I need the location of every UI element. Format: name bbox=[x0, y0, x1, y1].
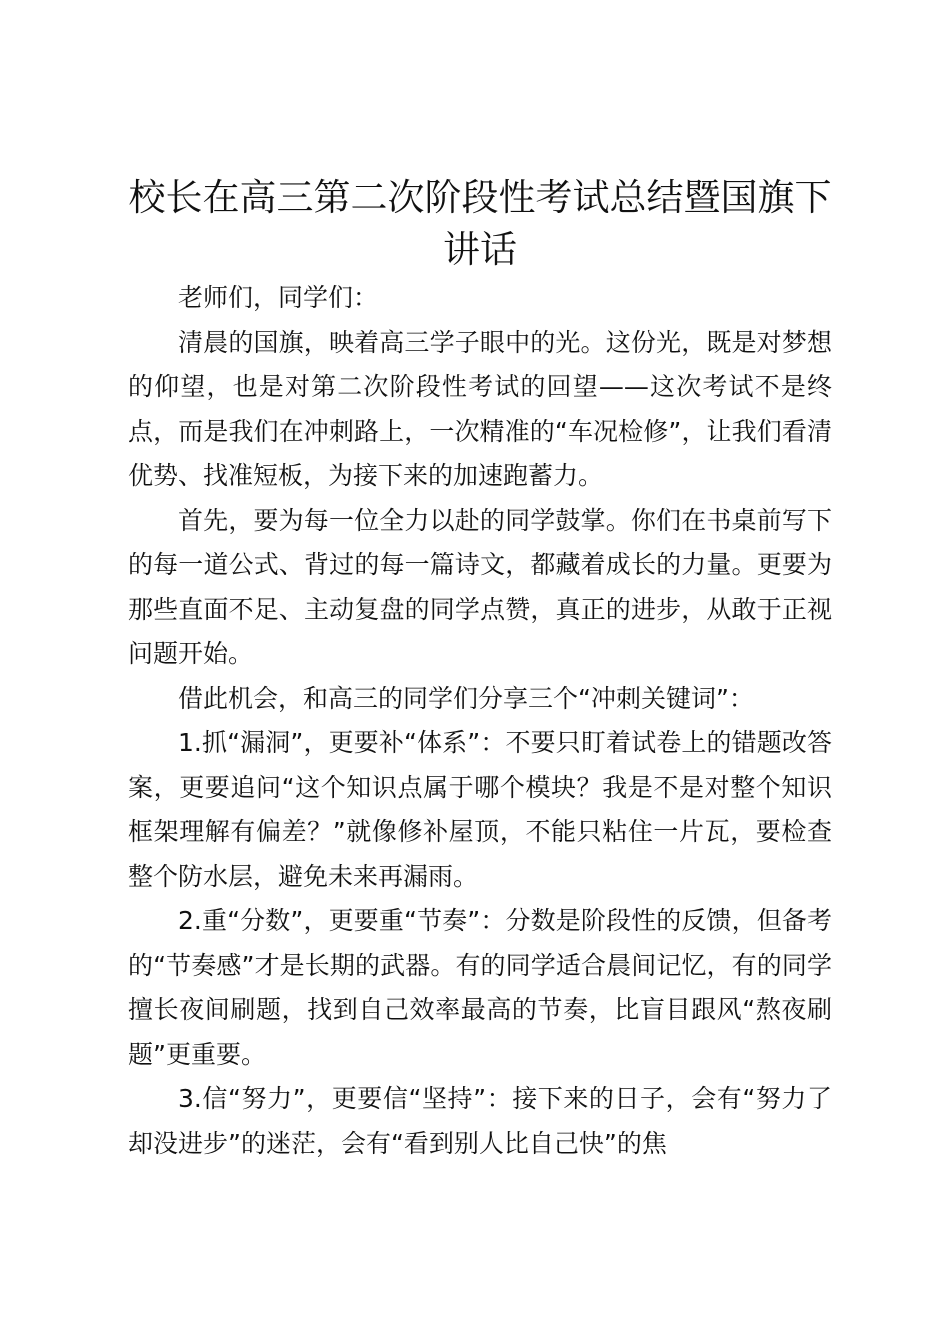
paragraph-praise: 首先，要为每一位全力以赴的同学鼓掌。你们在书桌前写下的每一道公式、背过的每一篇诗文，都藏着成长的力量。更要为那些直面不足、主动复盘的同学点赞，真正的进步，从敢于正视问题开始。 bbox=[128, 505, 832, 668]
document-title: 校长在高三第二次阶段性考试总结暨国旗下讲话 bbox=[128, 176, 832, 271]
document-body bbox=[128, 276, 832, 1166]
paragraph-keywords-lead: 借此机会，和高三的同学们分享三个“冲刺关键词”： bbox=[178, 683, 754, 713]
paragraph-keyword-2: 2.重“分数”，更要重“节奏”：分数是阶段性的反馈，但备考的“节奏感”才是长期的武器。有的同学适合晨间记忆，有的同学擅长夜间刷题，找到自己效率最高的节奏，比盲目跟风“熬夜刷题”更重要。 bbox=[128, 906, 832, 1069]
paragraph-keyword-1: 1.抓“漏洞”，更要补“体系”：不要只盯着试卷上的错题改答案，更要追问“这个知识点属于哪个模块？我是不是对整个知识框架理解有偏差？”就像修补屋顶，不能只粘住一片瓦，要检查整个防水层，避免未来再漏雨。 bbox=[128, 728, 832, 891]
paragraph-keyword-3: 3.信“努力”，更要信“坚持”：接下来的日子，会有“努力了却没进步”的迷茫，会有“看到别人比自己快”的焦 bbox=[128, 1084, 832, 1158]
paragraph-greeting: 老师们，同学们： bbox=[178, 283, 379, 312]
paragraph-intro: 清晨的国旗，映着高三学子眼中的光。这份光，既是对梦想的仰望，也是对第二次阶段性考试的回望——这次考试不是终点，而是我们在冲刺路上，一次精准的“车况检修”，让我们看清优势、找准短板，为接下来的加速跑蓄力。 bbox=[128, 327, 832, 490]
